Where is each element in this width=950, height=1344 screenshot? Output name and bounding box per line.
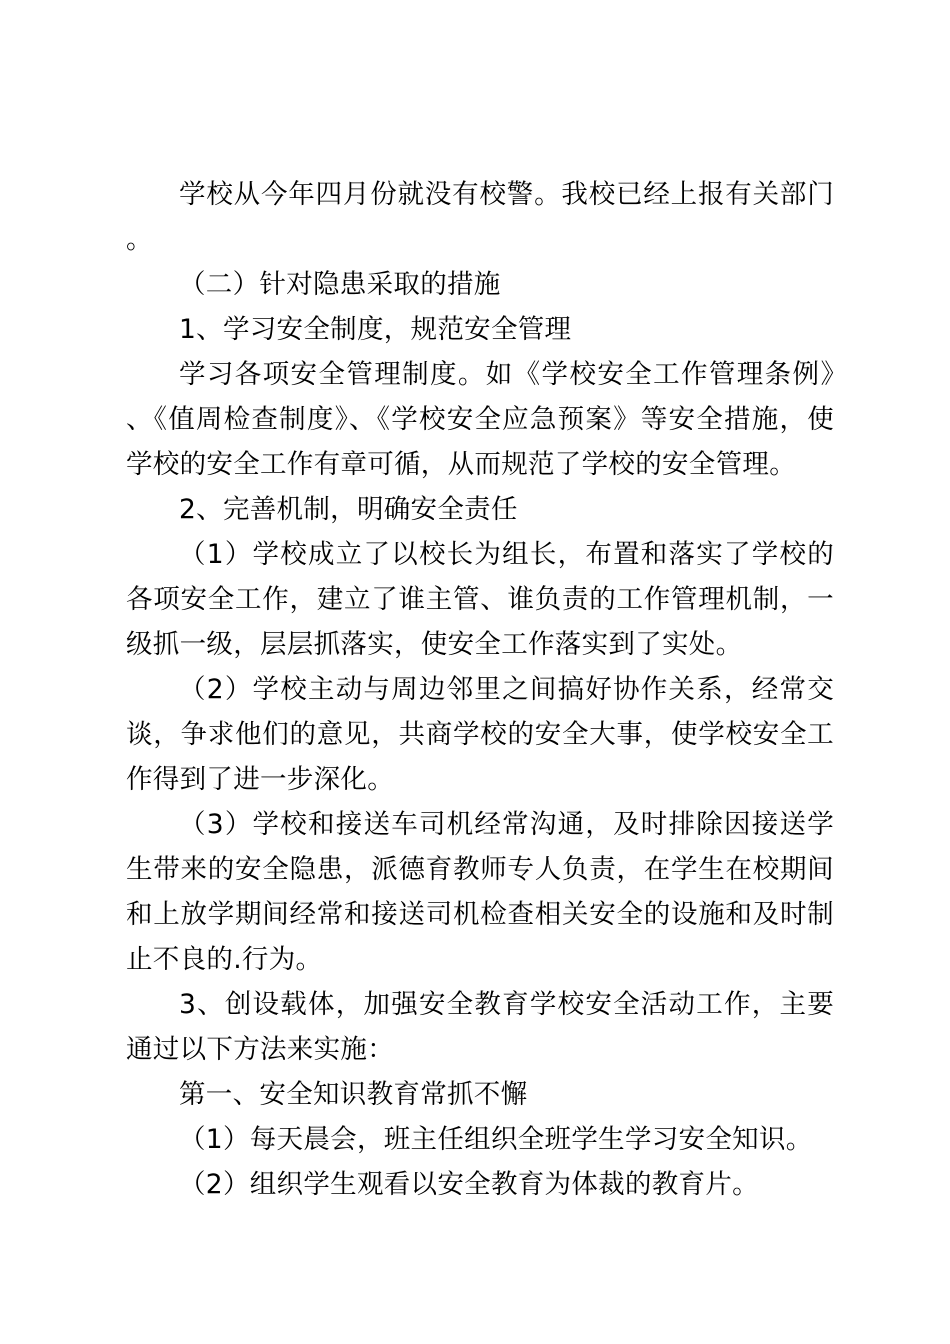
paragraph-item-1: （1）学校成立了以校长为组长，布置和落实了学校的各项安全工作，建立了谁主管、谁负责的工作管理机制，一级抓一级，层层抓落实，使安全工作落实到了实处。 xyxy=(126,539,834,660)
heading-create-carrier: 3、创设载体，加强安全教育学校安全活动工作，主要通过以下方法来实施： xyxy=(126,989,834,1065)
paragraph-item-3: （3）学校和接送车司机经常沟通，及时排除因接送学生带来的安全隐患，派德育教师专人负责，在学生在校期间和上放学期间经常和接送司机检查相关安全的设施和及时制止不良的.行为。 xyxy=(126,809,834,975)
heading-first-knowledge: 第一、安全知识教育常抓不懈 xyxy=(179,1079,528,1110)
paragraph-study-rules: 学习各项安全管理制度。如《学校安全工作管理条例》、《值周检查制度》、《学校安全应急预案》等安全措施，使学校的安全工作有章可循，从而规范了学校的安全管理。 xyxy=(126,359,834,480)
heading-improve-mechanism: 2、完善机制，明确安全责任 xyxy=(179,494,518,525)
paragraph-no-school-guard: 学校从今年四月份就没有校警。我校已经上报有关部门。 xyxy=(126,179,834,255)
paragraph-item-2: （2）学校主动与周边邻里之间搞好协作关系，经常交谈，争求他们的意见，共商学校的安全大事，使学校安全工作得到了进一步深化。 xyxy=(126,674,834,795)
heading-measures: （二）针对隐患采取的措施 xyxy=(179,269,501,300)
paragraph-education-film: （2）组织学生观看以安全教育为体裁的教育片。 xyxy=(179,1169,759,1200)
paragraph-morning-meeting: （1）每天晨会，班主任组织全班学生学习安全知识。 xyxy=(179,1124,813,1155)
document-body xyxy=(126,172,834,1207)
heading-study-rules: 1、学习安全制度，规范安全管理 xyxy=(179,314,572,345)
